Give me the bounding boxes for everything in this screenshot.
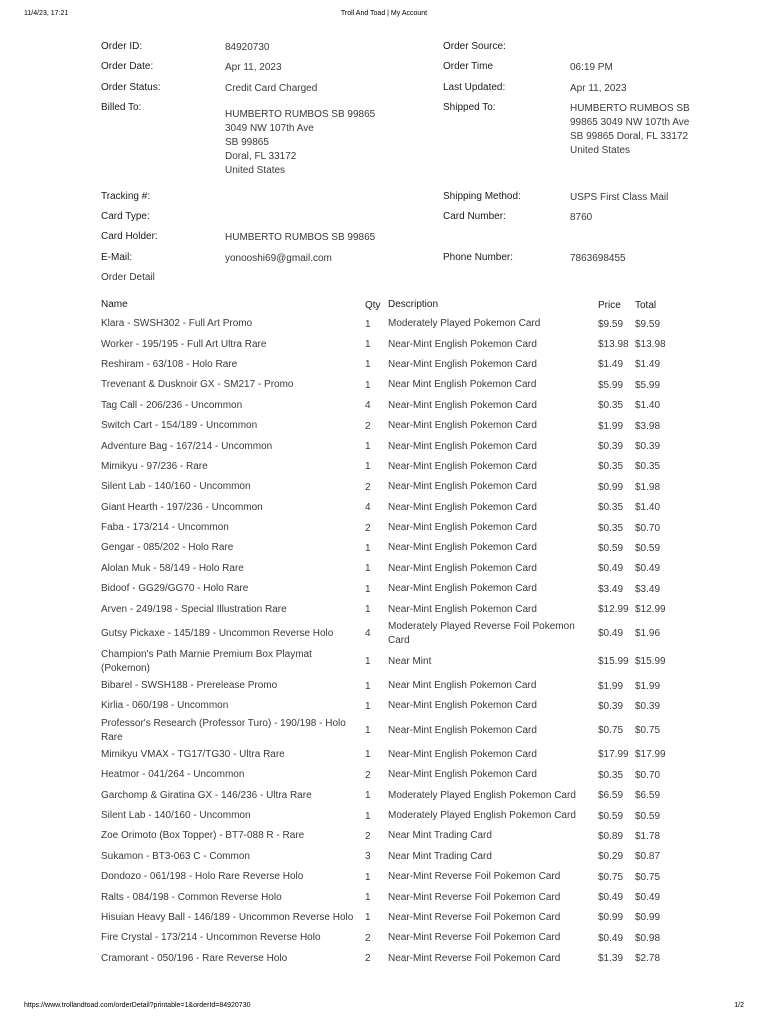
item-qty: 1 bbox=[365, 542, 371, 554]
item-description: Near-Mint Reverse Foil Pokemon Card bbox=[388, 911, 561, 923]
item-description: Near Mint bbox=[388, 655, 432, 667]
tracking-label: Tracking #: bbox=[101, 190, 151, 202]
last-updated-label: Last Updated: bbox=[443, 81, 506, 93]
card-holder-label: Card Holder: bbox=[101, 231, 158, 243]
item-description: Moderately Played Reverse Foil Pokemon Card bbox=[388, 620, 575, 646]
item-total: $15.99 bbox=[635, 656, 666, 668]
item-price: $0.35 bbox=[598, 400, 624, 412]
table-row bbox=[101, 826, 701, 846]
item-price: $0.35 bbox=[598, 522, 624, 534]
item-name: Bibarel - SWSH188 - Prerelease Promo bbox=[101, 680, 278, 692]
item-price: $0.35 bbox=[598, 502, 624, 514]
table-row bbox=[101, 847, 701, 867]
item-total: $9.59 bbox=[635, 318, 661, 330]
email-value[interactable]: yonooshi69@gmail.com bbox=[225, 252, 332, 264]
table-row bbox=[101, 928, 701, 948]
item-name: Bidoof - GG29/GG70 - Holo Rare bbox=[101, 583, 249, 595]
item-total: $0.59 bbox=[635, 810, 661, 822]
item-qty: 1 bbox=[365, 339, 371, 351]
item-name: Giant Hearth - 197/236 - Uncommon bbox=[101, 501, 263, 513]
column-header-description: Description bbox=[388, 299, 439, 310]
item-name: Professor's Research (Professor Turo) - 190/198 - Holo Rare bbox=[101, 717, 346, 743]
item-description: Near-Mint Reverse Foil Pokemon Card bbox=[388, 871, 561, 883]
item-name: Reshiram - 63/108 - Holo Rare bbox=[101, 358, 238, 370]
table-row bbox=[101, 717, 701, 745]
item-price: $0.49 bbox=[598, 892, 624, 904]
item-description: Near-Mint English Pokemon Card bbox=[388, 748, 537, 760]
table-row bbox=[101, 498, 701, 518]
item-qty: 1 bbox=[365, 912, 371, 924]
item-name: Hisuian Heavy Ball - 146/189 - Uncommon Reverse Holo bbox=[101, 911, 354, 923]
item-qty: 1 bbox=[365, 892, 371, 904]
item-total: $0.70 bbox=[635, 769, 661, 781]
item-price: $0.35 bbox=[598, 461, 624, 473]
shipping-method-label: Shipping Method: bbox=[443, 190, 521, 202]
item-qty: 2 bbox=[365, 769, 371, 781]
item-price: $0.49 bbox=[598, 628, 624, 640]
item-name: Worker - 195/195 - Full Art Ultra Rare bbox=[101, 338, 267, 350]
item-name: Kirlia - 060/198 - Uncommon bbox=[101, 700, 229, 712]
item-qty: 2 bbox=[365, 481, 371, 493]
order-detail-title: Order Detail bbox=[101, 272, 155, 284]
table-row bbox=[101, 806, 701, 826]
item-description: Moderately Played English Pokemon Card bbox=[388, 810, 576, 821]
item-name: Silent Lab - 140/160 - Uncommon bbox=[101, 810, 251, 821]
column-header-price: Price bbox=[598, 299, 621, 311]
shipping-method-value: USPS First Class Mail bbox=[570, 191, 669, 203]
item-description: Near-Mint English Pokemon Card bbox=[388, 481, 537, 493]
item-price: $0.75 bbox=[598, 725, 624, 737]
item-name: Dondozo - 061/198 - Holo Rare Reverse Holo bbox=[101, 871, 304, 883]
card-type-label: Card Type: bbox=[101, 211, 150, 223]
item-price: $0.99 bbox=[598, 481, 624, 493]
order-date-label: Order Date: bbox=[101, 61, 154, 73]
item-description: Near-Mint English Pokemon Card bbox=[388, 769, 537, 781]
table-row bbox=[101, 518, 701, 538]
shipped-address-line: RUMBOS SB 99865 bbox=[570, 102, 690, 128]
table-row bbox=[101, 785, 701, 805]
item-description: Near Mint English Pokemon Card bbox=[388, 379, 537, 391]
item-total: $1.98 bbox=[635, 481, 661, 493]
table-row bbox=[101, 416, 701, 436]
item-description: Near-Mint English Pokemon Card bbox=[388, 603, 537, 615]
item-price: $0.49 bbox=[598, 563, 624, 575]
order-info-row bbox=[101, 252, 701, 272]
item-description: Near Mint Trading Card bbox=[388, 830, 492, 842]
item-total: $1.96 bbox=[635, 628, 661, 640]
print-footer bbox=[24, 1002, 744, 1014]
item-total: $0.70 bbox=[635, 522, 661, 534]
item-price: $0.39 bbox=[598, 441, 624, 453]
item-qty: 1 bbox=[365, 379, 371, 391]
order-detail-table bbox=[101, 296, 701, 969]
order-info-row bbox=[101, 82, 701, 102]
print-datetime: 11/4/23, 17:21 bbox=[24, 10, 69, 17]
item-description: Near-Mint English Pokemon Card bbox=[388, 358, 537, 370]
item-qty: 2 bbox=[365, 830, 371, 842]
item-price: $0.29 bbox=[598, 851, 624, 863]
billed-address-line: United States bbox=[225, 164, 286, 176]
item-qty: 1 bbox=[365, 790, 371, 802]
item-total: $6.59 bbox=[635, 790, 661, 802]
item-qty: 1 bbox=[365, 359, 371, 371]
print-url[interactable]: https://www.trollandtoad.com/orderDetail?printable=1&orderId=84920730 bbox=[24, 1002, 251, 1009]
billed-to-label: Billed To: bbox=[101, 101, 142, 113]
order-id-value: 84920730 bbox=[225, 42, 270, 53]
item-qty: 1 bbox=[365, 441, 371, 453]
item-price: $0.49 bbox=[598, 932, 624, 944]
item-description: Near-Mint Reverse Foil Pokemon Card bbox=[388, 952, 561, 964]
item-price: $3.49 bbox=[598, 583, 624, 595]
card-number-value: 8760 bbox=[570, 212, 593, 224]
column-header-total: Total bbox=[635, 299, 657, 311]
item-description: Near Mint English Pokemon Card bbox=[388, 680, 537, 692]
item-price: $0.35 bbox=[598, 769, 624, 781]
item-price: $0.99 bbox=[598, 912, 624, 924]
item-total: $1.40 bbox=[635, 502, 661, 514]
table-row bbox=[101, 436, 701, 456]
item-description: Moderately Played English Pokemon Card bbox=[388, 789, 576, 801]
item-qty: 4 bbox=[365, 628, 371, 640]
order-status-value: Credit Card Charged bbox=[225, 82, 318, 94]
item-qty: 2 bbox=[365, 522, 371, 534]
item-qty: 1 bbox=[365, 749, 371, 761]
item-description: Near-Mint English Pokemon Card bbox=[388, 460, 537, 472]
item-description: Near Mint Trading Card bbox=[388, 850, 492, 862]
table-row bbox=[101, 559, 701, 579]
item-total: $0.99 bbox=[635, 912, 661, 924]
item-description: Near-Mint English Pokemon Card bbox=[388, 338, 537, 350]
item-name: Klara - SWSH302 - Full Art Promo bbox=[101, 318, 253, 330]
item-total: $3.98 bbox=[635, 420, 661, 432]
item-total: $0.49 bbox=[635, 892, 661, 904]
item-description: Moderately Played Pokemon Card bbox=[388, 318, 541, 330]
item-description: Near-Mint English Pokemon Card bbox=[388, 724, 537, 736]
item-total: $1.49 bbox=[635, 359, 661, 371]
item-total: $0.59 bbox=[635, 542, 661, 554]
column-header-qty: Qty bbox=[365, 299, 381, 311]
item-description: Near-Mint English Pokemon Card bbox=[388, 501, 537, 513]
card-number-label: Card Number: bbox=[443, 211, 506, 223]
item-name: Arven - 249/198 - Special Illustration Rare bbox=[101, 603, 287, 615]
item-total: $0.75 bbox=[635, 871, 661, 883]
shipped-to-label: Shipped To: bbox=[443, 101, 496, 113]
item-name: Gutsy Pickaxe - 145/189 - Uncommon Reverse Holo bbox=[101, 627, 334, 639]
item-price: $15.99 bbox=[598, 656, 629, 668]
table-row bbox=[101, 745, 701, 765]
address-row bbox=[101, 102, 701, 191]
print-page-title: Troll And Toad | My Account bbox=[340, 10, 428, 17]
item-name: Adventure Bag - 167/214 - Uncommon bbox=[101, 440, 273, 452]
phone-value: 7863698455 bbox=[570, 252, 626, 264]
order-info bbox=[101, 41, 701, 292]
item-name: Garchomp & Giratina GX - 146/236 - Ultra Rare bbox=[101, 789, 312, 801]
item-name: Faba - 173/214 - Uncommon bbox=[101, 522, 229, 534]
item-qty: 4 bbox=[365, 400, 371, 412]
item-price: $0.59 bbox=[598, 810, 624, 822]
table-row bbox=[101, 696, 701, 716]
item-description: Near-Mint English Pokemon Card bbox=[388, 542, 537, 554]
item-name: Heatmor - 041/264 - Uncommon bbox=[101, 769, 245, 781]
shipped-to-address bbox=[570, 102, 701, 158]
item-price: $6.59 bbox=[598, 790, 624, 802]
item-total: $0.87 bbox=[635, 851, 661, 863]
item-total: $3.49 bbox=[635, 583, 661, 595]
item-price: $1.49 bbox=[598, 359, 624, 371]
item-qty: 4 bbox=[365, 502, 371, 514]
billed-address-line: SB 99865 bbox=[225, 136, 269, 148]
item-name: Switch Cart - 154/189 - Uncommon bbox=[101, 420, 258, 432]
table-row bbox=[101, 908, 701, 928]
order-source-label: Order Source: bbox=[443, 41, 506, 52]
item-total: $13.98 bbox=[635, 339, 666, 351]
table-row bbox=[101, 765, 701, 785]
print-page-number: 1/2 bbox=[734, 1002, 744, 1009]
table-row bbox=[101, 648, 701, 676]
item-total: $5.99 bbox=[635, 379, 661, 391]
print-header bbox=[24, 10, 744, 22]
item-description: Near-Mint English Pokemon Card bbox=[388, 399, 537, 411]
table-row bbox=[101, 355, 701, 375]
item-description: Near-Mint Reverse Foil Pokemon Card bbox=[388, 932, 561, 944]
shipped-address-line: Doral, FL 33172 bbox=[616, 130, 689, 142]
item-description: Near-Mint English Pokemon Card bbox=[388, 583, 537, 595]
item-qty: 1 bbox=[365, 461, 371, 473]
order-info-row bbox=[101, 191, 701, 211]
item-price: $5.99 bbox=[598, 379, 624, 391]
item-description: Near-Mint English Pokemon Card bbox=[388, 522, 537, 534]
item-total: $1.40 bbox=[635, 400, 661, 412]
shipped-address-line: HUMBERTO bbox=[570, 102, 627, 114]
item-price: $0.75 bbox=[598, 871, 624, 883]
item-total: $0.49 bbox=[635, 563, 661, 575]
item-name: Silent Lab - 140/160 - Uncommon bbox=[101, 481, 251, 493]
item-name: Mimikyu - 97/236 - Rare bbox=[101, 460, 208, 472]
item-price: $0.39 bbox=[598, 700, 624, 712]
item-qty: 1 bbox=[365, 700, 371, 712]
table-row bbox=[101, 538, 701, 558]
item-name: Trevenant & Dusknoir GX - SM217 - Promo bbox=[101, 379, 294, 391]
card-holder-value: HUMBERTO RUMBOS SB 99865 bbox=[225, 232, 376, 244]
table-row bbox=[101, 676, 701, 696]
table-body bbox=[101, 314, 701, 969]
order-info-row bbox=[101, 41, 701, 61]
table-row bbox=[101, 599, 701, 619]
item-price: $17.99 bbox=[598, 749, 629, 761]
item-price: $9.59 bbox=[598, 318, 624, 330]
order-status-label: Order Status: bbox=[101, 81, 161, 93]
item-price: $13.98 bbox=[598, 339, 629, 351]
item-total: $0.98 bbox=[635, 932, 661, 944]
table-row bbox=[101, 620, 701, 648]
shipped-address-line: SB 99865 bbox=[570, 130, 614, 142]
item-qty: 2 bbox=[365, 420, 371, 432]
item-description: Near-Mint English Pokemon Card bbox=[388, 700, 537, 712]
item-price: $0.59 bbox=[598, 542, 624, 554]
item-description: Near-Mint English Pokemon Card bbox=[388, 420, 537, 432]
order-id-label: Order ID: bbox=[101, 41, 143, 52]
column-header-name: Name bbox=[101, 299, 128, 310]
item-name: Tag Call - 206/236 - Uncommon bbox=[101, 399, 243, 411]
billed-address-line: 3049 NW 107th Ave bbox=[225, 122, 314, 134]
order-info-row bbox=[101, 231, 701, 251]
order-time-label: Order Time bbox=[443, 61, 494, 73]
shipped-address-line: 3049 NW 107th Ave bbox=[600, 116, 690, 128]
item-qty: 1 bbox=[365, 583, 371, 595]
item-total: $0.75 bbox=[635, 725, 661, 737]
item-name: Ralts - 084/198 - Common Reverse Holo bbox=[101, 891, 282, 903]
item-total: $1.78 bbox=[635, 830, 661, 842]
order-time-value: 06:19 PM bbox=[570, 62, 613, 74]
item-qty: 1 bbox=[365, 871, 371, 883]
item-qty: 1 bbox=[365, 725, 371, 737]
billed-address-line: HUMBERTO RUMBOS SB 99865 bbox=[225, 108, 376, 120]
item-qty: 2 bbox=[365, 932, 371, 944]
order-info-row bbox=[101, 61, 701, 81]
item-total: $2.78 bbox=[635, 953, 661, 965]
item-qty: 1 bbox=[365, 318, 371, 330]
item-description: Near-Mint English Pokemon Card bbox=[388, 440, 537, 452]
item-price: $1.99 bbox=[598, 420, 624, 432]
item-qty: 1 bbox=[365, 563, 371, 575]
item-price: $1.99 bbox=[598, 680, 624, 692]
table-header-row bbox=[101, 296, 701, 314]
item-name: Champion's Path Marnie Premium Box Playmat (Pokemon) bbox=[101, 648, 312, 674]
item-name: Sukamon - BT3-063 C - Common bbox=[101, 850, 250, 862]
table-row bbox=[101, 477, 701, 497]
item-qty: 3 bbox=[365, 851, 371, 863]
item-name: Mimikyu VMAX - TG17/TG30 - Ultra Rare bbox=[101, 748, 285, 760]
table-row bbox=[101, 949, 701, 969]
item-qty: 1 bbox=[365, 656, 371, 668]
item-price: $1.39 bbox=[598, 953, 624, 965]
phone-label: Phone Number: bbox=[443, 251, 514, 263]
table-row bbox=[101, 579, 701, 599]
last-updated-value: Apr 11, 2023 bbox=[570, 82, 627, 94]
item-description: Near-Mint English Pokemon Card bbox=[388, 562, 537, 574]
table-row bbox=[101, 314, 701, 334]
item-name: Fire Crystal - 173/214 - Uncommon Reverse Holo bbox=[101, 932, 321, 944]
item-name: Cramorant - 050/196 - Rare Reverse Holo bbox=[101, 952, 288, 964]
item-total: $0.39 bbox=[635, 441, 661, 453]
table-row bbox=[101, 457, 701, 477]
billed-address-line: Doral, FL 33172 bbox=[225, 150, 297, 162]
item-total: $1.99 bbox=[635, 680, 661, 692]
item-qty: 2 bbox=[365, 953, 371, 965]
table-row bbox=[101, 396, 701, 416]
item-description: Near-Mint Reverse Foil Pokemon Card bbox=[388, 891, 561, 903]
item-name: Gengar - 085/202 - Holo Rare bbox=[101, 542, 234, 554]
item-qty: 1 bbox=[365, 604, 371, 616]
item-total: $0.39 bbox=[635, 700, 661, 712]
order-date-value: Apr 11, 2023 bbox=[225, 62, 282, 74]
billed-to-address bbox=[225, 102, 443, 178]
item-total: $17.99 bbox=[635, 749, 666, 761]
item-name: Alolan Muk - 58/149 - Holo Rare bbox=[101, 562, 244, 574]
order-info-row bbox=[101, 211, 701, 231]
item-total: $0.35 bbox=[635, 461, 661, 473]
table-row bbox=[101, 867, 701, 887]
item-name: Zoe Orimoto (Box Topper) - BT7-088 R - Rare bbox=[101, 830, 305, 842]
item-price: $12.99 bbox=[598, 604, 629, 616]
item-total: $12.99 bbox=[635, 604, 666, 616]
item-qty: 1 bbox=[365, 810, 371, 822]
table-row bbox=[101, 887, 701, 907]
shipped-address-line: United States bbox=[570, 144, 631, 156]
email-label: E-Mail: bbox=[101, 251, 133, 263]
item-qty: 1 bbox=[365, 680, 371, 692]
table-row bbox=[101, 334, 701, 354]
table-row bbox=[101, 375, 701, 395]
item-price: $0.89 bbox=[598, 830, 624, 842]
